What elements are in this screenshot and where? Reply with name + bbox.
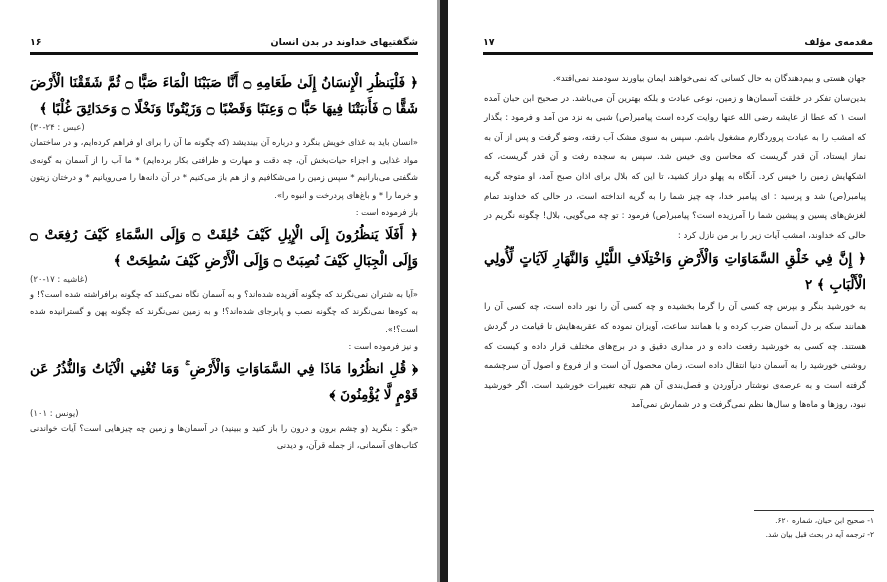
footnote-separator <box>754 510 874 511</box>
quran-verse-abasa: ﴿ فَلْيَنظُرِ الْإِنسَانُ إِلَىٰ طَعَامِهِ ۝ أَنَّا صَبَبْنَا الْمَاءَ صَبًّا ۝ ثُمَّ شَقَقْنَا الْأَرْضَ شَقًّا ۝ فَأَنبَتْنَا فِيهَا حَبًّا ۝ وَعِنَبًا وَقَضْبًا ۝ وَزَيْتُونًا وَنَخْلًا ۝ وَحَدَائِقَ غُلْبًا ﴾ <box>30 75 418 117</box>
quran-verse-ghashiya: ﴿ أَفَلَا يَنظُرُونَ إِلَى الْإِبِلِ كَيْفَ خُلِقَتْ ۝ وَإِلَى السَّمَاءِ كَيْفَ رُفِعَتْ ۝ وَإِلَى الْجِبَالِ كَيْفَ نُصِبَتْ ۝ وَإِلَى الْأَرْضِ كَيْفَ سُطِحَتْ ﴾ <box>30 226 419 269</box>
right-header-title: مقدمه‌ی مؤلف <box>804 36 873 48</box>
intro-line: و نیز فرموده است : <box>348 341 418 351</box>
right-header-rule <box>483 52 873 55</box>
verse-reference: (غاشیه : ۱۷-۲۰) <box>30 274 88 285</box>
left-page-header <box>30 34 418 50</box>
left-header-title: شگفتیهای خداوند در بدن انسان <box>270 36 418 48</box>
quran-verse-al-imran: ﴿ إِنَّ فِي خَلْقِ السَّمَاوَاتِ وَالْأَرْضِ وَاخْتِلَافِ اللَّيْلِ وَالنَّهَارِ لَآيَاتٍ لِّأُولِي الْأَلْبَابِ ﴾ ۲ <box>484 251 866 294</box>
verse-translation: «انسان باید به غذای خویش بنگرد و درباره آن بیندیشد (که چگونه ما آن را برای او فراهم کرده‌ایم، و در ساختمان مواد غذایی و اجزاء حیات‌بخش آن، چه دقت و مهارت و ظرافتی بکار برده‌ایم) * ما آب را از آسمان به گونه‌ی شگفتی می‌بارانیم * سپس زمین را می‌شکافیم و از هم باز می‌کنیم * در آن دانه‌ها را می‌رویانیم * و درختان زیتون و خرما را * و باغ‌های پردرخت و انبوه را». <box>30 137 418 200</box>
footnotes <box>574 514 874 542</box>
footnote-2: ۲- ترجمه آیه در بحث قبل بیان شد. <box>765 530 874 539</box>
right-page-body <box>484 70 866 416</box>
sun-paragraph: به خورشید بنگر و بپرس چه کسی آن را گرما بخشیده و چه کسی آن را نور داده است، چه کسی آن را همانند سکه بر دل آسمان ضرب کرده و با همانند ساعت، آویزان نموده که عقربه‌هایش تا قیامت در گردش هستند. چه کسی به خورشید رفعت داده و در مداری دقیق و در برج‌های مختلف قرار داده و کیست که روشنی خورشید را به آسمان دنیا انتقال داده است، زمان محصول آن است و از فروع و اصول آن سرچشمه گرفته است و به عرصه‌ی نوشتار درآوردن و فصل‌بندی آن هم نتیجه تغییرات خورشید است. اگر خورشید نبود، روزها و ماه‌ها و سال‌ها نظم نمی‌گرفت و در شمارش نمی‌آمد <box>484 302 866 411</box>
left-page-body <box>30 70 418 455</box>
footnote-1: ۱- صحیح ابن حبان، شماره ۶۲۰. <box>775 516 874 525</box>
left-header-rule <box>30 52 418 55</box>
right-page <box>448 0 887 582</box>
right-page-header <box>483 34 873 50</box>
verse-translation: «آیا به شتران نمی‌نگرند که چگونه آفریده شده‌اند؟ و به آسمان نگاه نمی‌کنند که چگونه برافراشته شده است؟! و به کوه‌ها نمی‌نگرند که چگونه نصب و پابرجای شده‌اند؟! و به زمین نمی‌نگرند که چگونه پهن و گسترانیده شده است؟!». <box>30 288 418 334</box>
continued-paragraph: جهان هستی و بیم‌دهندگان به حال کسانی که نمی‌خواهند ایمان بیاورند سودمند نمی‌افتد». <box>552 74 866 84</box>
hadith-paragraph: بدین‌سان تفکر در خلقت آسمان‌ها و زمین، نوعی عبادت و بلکه بهترین آن می‌باشد. در صحیح ابن حبان آمده است ۱ که عطا از عایشه رضی الله عنها روایت کرده است پیامبر(ص) شبی به نزد من آمد و فرمود : بگذار که امشب را به عبادت پروردگارم مشغول باشم. سپس به سوی مشک آب رفته، وضو گرفت و پس از آن به نماز ایستاد، آن قدر گریست که محاسن وی خیس شد. سپس به سجده رفت و آن قدر گریست، که اشکهایش زمین را خیس کرد. آنگاه به پهلو دراز کشید، تا این که بلال برای اذان صبح آمد، او متوجه گریه پیامبر(ص) شد و پرسید : ای پیامبر خدا، چه چیز شما را به گریه انداخته است، در حالی که خداوند تمام لغزش‌های پسین و پیشین شما را آمرزیده است؟ پیامبر(ص) فرمود : تو چه می‌گویی، بلال! چگونه نگریم در حالی که خداوند، امشب آیات زیر را بر من نازل کرد : <box>484 93 866 241</box>
verse-reference: (یونس : ۱۰۱) <box>30 408 79 419</box>
intro-line: باز فرموده است : <box>355 207 418 217</box>
verse-translation: «بگو : بنگرید (و چشم برون و درون را باز کنید و ببینید) در آسمان‌ها و زمین چه چیزهایی است؟ آیات خواندنی کتاب‌های آسمانی، از جمله قرآن، و دیدنی <box>30 422 418 450</box>
quran-verse-yunus: ﴿ قُلِ انظُرُوا مَاذَا فِي السَّمَاوَاتِ وَالْأَرْضِ ۚ وَمَا تُغْنِي الْآيَاتُ وَالنُّذُرُ عَن قَوْمٍ لَّا يُؤْمِنُونَ ﴾ <box>30 360 418 403</box>
left-page-number: ۱۶ <box>30 36 42 48</box>
book-spine <box>440 0 448 582</box>
left-page <box>0 0 440 582</box>
right-page-number: ۱۷ <box>483 36 495 48</box>
verse-reference: (عبس : ۲۴-۳۰) <box>30 123 85 133</box>
